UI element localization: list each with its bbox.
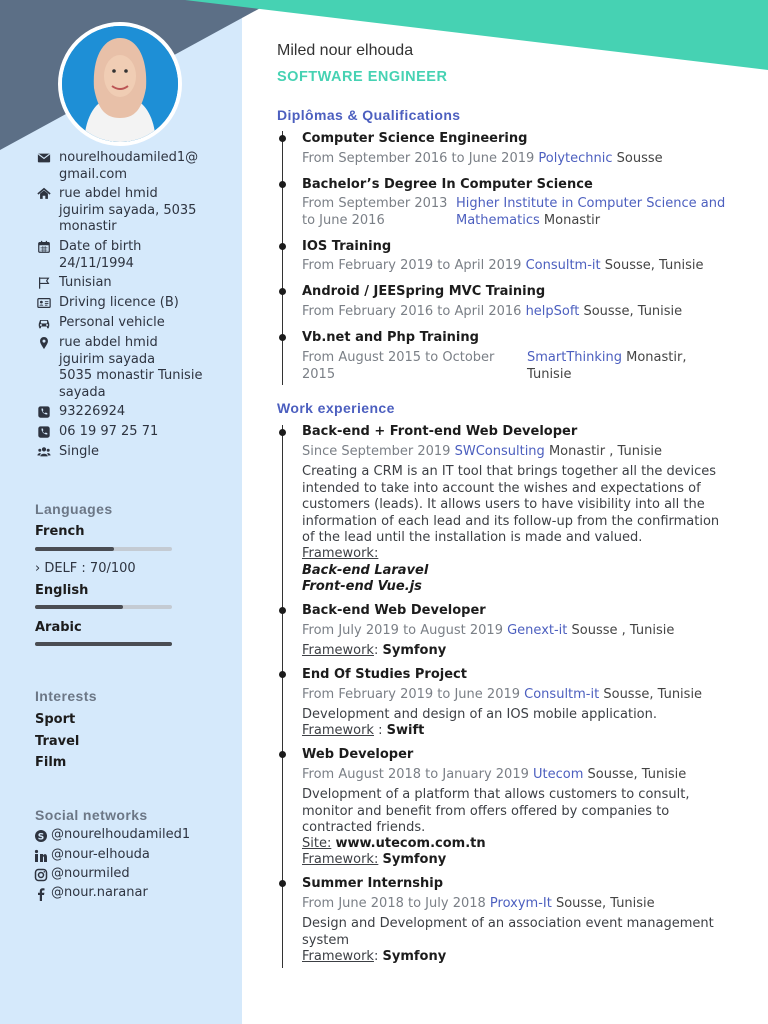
job-framework: Framework: Symfony — [302, 949, 447, 964]
job-title: Summer Internship — [302, 876, 444, 891]
map-pin-icon — [36, 336, 52, 350]
flag-icon — [36, 276, 52, 290]
diplomas-timeline — [282, 131, 283, 385]
calendar-icon — [36, 240, 52, 254]
diploma-title: Android / JEESpring MVC Training — [302, 284, 546, 299]
job-framework: Framework: Symfony — [302, 852, 447, 867]
contact-text: Driving licence (B) — [59, 295, 179, 310]
diploma-title: Bachelor’s Degree In Computer Science — [302, 177, 593, 192]
diploma-meta: From February 2016 to April 2016 helpSoft Sousse, Tunisie — [302, 304, 683, 319]
language-name: English — [35, 583, 89, 598]
language-level-bar — [35, 642, 172, 646]
diploma-org-location: SmartThinking Monastir, Tunisie — [527, 350, 687, 382]
job-meta: From June 2018 to July 2018 Proxym-It Sousse, Tunisie — [302, 896, 655, 911]
job-org: Utecom — [533, 767, 584, 782]
contact-text: rue abdel hmid jguirim sayada, 5035 monastir — [59, 186, 197, 234]
diploma-org: SmartThinking — [527, 350, 622, 365]
site-link[interactable]: www.utecom.com.tn — [335, 836, 486, 851]
instagram-icon — [34, 868, 48, 882]
job-meta: From August 2018 to January 2019 Utecom Sousse, Tunisie — [302, 767, 687, 782]
diploma-org: Polytechnic — [538, 151, 613, 166]
envelope-icon — [36, 151, 52, 165]
diploma-org: helpSoft — [525, 304, 580, 319]
job-title: Web Developer — [302, 747, 414, 762]
diploma-title: Computer Science Engineering — [302, 131, 528, 146]
diploma-meta: From September 2016 to June 2019 Polytechnic Sousse — [302, 151, 663, 166]
interest-item: Sport — [35, 712, 76, 727]
job-org: Proxym-It — [489, 896, 552, 911]
job-framework: Framework: Back-end Laravel Front-end Vue.js — [302, 546, 429, 594]
users-icon — [36, 445, 52, 459]
contact-text: Personal vehicle — [59, 315, 165, 330]
svg-text:S: S — [37, 832, 45, 843]
phone-icon — [36, 405, 52, 419]
contact-text: rue abdel hmid jguirim sayada 5035 monastir Tunisie sayada — [59, 335, 203, 400]
language-note: › DELF : 70/100 — [35, 561, 136, 576]
diploma-dates: From September 2013 to June 2016 — [302, 196, 448, 228]
job-site: Site: www.utecom.com.tn — [302, 836, 486, 851]
social-heading: Social networks — [35, 807, 148, 823]
job-description: Design and Development of an association event management system — [302, 916, 714, 948]
id-card-icon — [36, 296, 52, 310]
profile-photo — [58, 22, 182, 146]
job-framework: Framework: Symfony — [302, 643, 447, 658]
job-title: End Of Studies Project — [302, 667, 467, 682]
diploma-title: IOS Training — [302, 239, 392, 254]
job-org: SWConsulting — [454, 444, 545, 459]
language-name: Arabic — [35, 620, 82, 635]
home-icon — [36, 187, 52, 201]
timeline-dot — [279, 334, 286, 341]
skype-icon — [34, 829, 48, 843]
contact-text: nourelhoudamiled1@ gmail.com — [59, 150, 199, 182]
diploma-org: Higher Institute in Computer Science and Mathematics — [456, 196, 726, 228]
interest-item: Travel — [35, 734, 80, 749]
interests-heading: Interests — [35, 688, 97, 704]
language-level-bar — [35, 547, 172, 551]
job-meta: From February 2019 to June 2019 Consultm-it Sousse, Tunisie — [302, 687, 703, 702]
diplomas-heading: Diplômas & Qualifications — [277, 107, 461, 123]
job-description: Dvelopment of a platform that allows customers to consult, monitor and benefit from offers offered by companies to contracted friends. — [302, 787, 690, 835]
job-framework: Framework : Swift — [302, 723, 425, 738]
timeline-dot — [279, 671, 286, 678]
timeline-dot — [279, 880, 286, 887]
language-name: French — [35, 524, 85, 539]
job-org: Genext-it — [507, 623, 568, 638]
languages-heading: Languages — [35, 501, 113, 517]
contact-text: 06 19 97 25 71 — [59, 424, 159, 439]
diploma-meta: From February 2019 to April 2019 Consultm-it Sousse, Tunisie — [302, 258, 704, 273]
diploma-org-location: Higher Institute in Computer Science and Mathematics Monastir — [456, 196, 726, 228]
facebook-icon — [34, 887, 48, 901]
candidate-name: Miled nour elhouda — [277, 42, 414, 59]
experience-heading: Work experience — [277, 400, 395, 416]
car-icon — [36, 316, 52, 330]
timeline-dot — [279, 135, 286, 142]
language-level-bar — [35, 605, 172, 609]
contact-text: Date of birth 24/11/1994 — [59, 239, 142, 271]
timeline-dot — [279, 181, 286, 188]
timeline-dot — [279, 751, 286, 758]
job-description: Creating a CRM is an IT tool that brings together all the devices intended to take into account the wishes and expectations of customers (leads). It allows users to have visibility into all the information of each lead and its follow-up from the confirmation of the lead until the installation is made and valued. — [302, 464, 720, 545]
timeline-dot — [279, 243, 286, 250]
job-meta: From July 2019 to August 2019 Genext-it Sousse , Tunisie — [302, 623, 675, 638]
job-meta: Since September 2019 SWConsulting Monastir , Tunisie — [302, 444, 662, 459]
diploma-dates: From August 2015 to October 2015 — [302, 350, 495, 382]
contact-text: Single — [59, 444, 99, 459]
contact-text: 93226924 — [59, 404, 126, 419]
interest-item: Film — [35, 755, 67, 770]
phone-icon — [36, 425, 52, 439]
timeline-dot — [279, 288, 286, 295]
contact-text: Tunisian — [59, 275, 112, 290]
job-org: Consultm-it — [524, 687, 600, 702]
linkedin-icon — [34, 849, 48, 863]
timeline-dot — [279, 607, 286, 614]
job-description: Development and design of an IOS mobile application. — [302, 707, 658, 722]
diploma-title: Vb.net and Php Training — [302, 330, 479, 345]
timeline-dot — [279, 429, 286, 436]
job-title: Back-end Web Developer — [302, 603, 486, 618]
candidate-role: SOFTWARE ENGINEER — [277, 69, 448, 85]
diploma-org: Consultm-it — [525, 258, 601, 273]
job-title: Back-end + Front-end Web Developer — [302, 424, 578, 439]
